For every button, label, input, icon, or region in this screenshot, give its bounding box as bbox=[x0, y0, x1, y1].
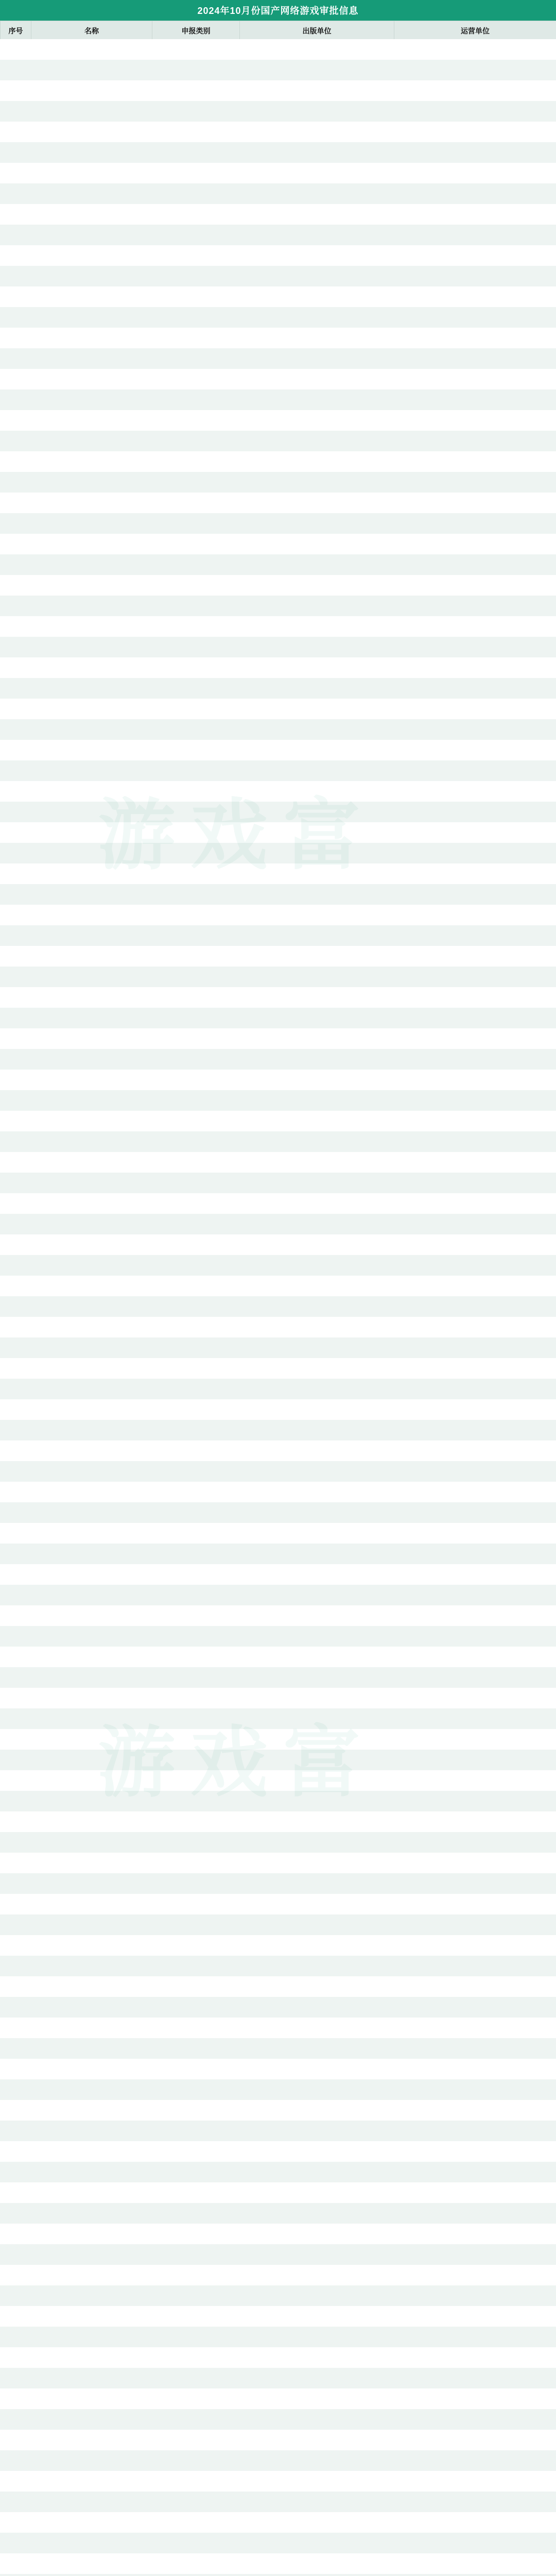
header-publisher: 出版单位 bbox=[240, 21, 394, 41]
header-category: 申报类别 bbox=[152, 21, 240, 41]
approval-table bbox=[0, 21, 556, 41]
header-operator: 运营单位 bbox=[394, 21, 556, 41]
page-title: 2024年10月份国产网络游戏审批信息 bbox=[0, 0, 556, 21]
table-header-row bbox=[1, 21, 556, 41]
table-body-area bbox=[0, 39, 556, 2576]
header-name: 名称 bbox=[31, 21, 152, 41]
header-index: 序号 bbox=[1, 21, 31, 41]
